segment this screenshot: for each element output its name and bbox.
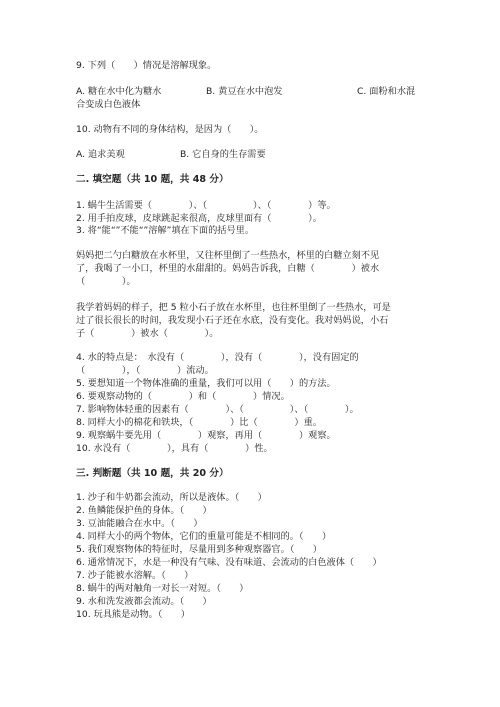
fill-line: （ ）。 [76,276,136,287]
section-2-title: 二. 填空题（共 10 题，共 48 分） [76,174,229,185]
fill-line: 子（ ）被水（ ）。 [76,328,219,339]
fill-line: 过了很长很长的时间，我发现小石子还在水底，没有变化。我对妈妈说，小石 [76,315,389,326]
fill-line: 5. 要想知道一个物体准确的重量，我们可以用（ ）的方法。 [76,378,336,389]
fill-line: （ ），（ ）流动。 [76,365,214,376]
judge-line: 7. 沙子能被水溶解。（ ） [76,570,194,581]
q10-option-b: B. 它自身的生存需要 [180,149,266,160]
fill-line: 4. 水的特点是： 水没有（ ），没有（ ），没有固定的 [76,352,359,363]
fill-line: 9. 观察蜗牛要先用（ ）观察，再用（ ）观察。 [76,430,336,441]
fill-line: 我学着妈妈的样子，把 5 粒小石子放在水杯里，也往杯里倒了一些热水，可是 [76,302,391,313]
q10-stem: 10. 动物有不同的身体结构，是因为（ ）。 [76,124,264,135]
judge-line: 1. 沙子和牛奶都会流动，所以是液体。（ ） [76,492,267,503]
section-3-title: 三. 判断题（共 10 题，共 20 分） [76,468,229,479]
fill-line: 2. 用手拍皮球，皮球跳起来很高，皮球里面有（ ）。 [76,213,322,224]
q9-option-b: B. 黄豆在水中泡发 [206,86,283,97]
fill-line: 1. 蜗牛生活需要（ ）、（ ）、（ ）等。 [76,200,336,211]
judge-line: 2. 鱼鳞能保护鱼的身体。（ ） [76,505,212,516]
judge-line: 6. 通常情况下，水是一种没有气味、没有味道、会流动的白色液体（ ） [76,557,382,568]
fill-line: 7. 影响物体轻重的因素有（ ）、（ ）、（ ）。 [76,404,359,415]
judge-line: 3. 豆油能融合在水中。（ ） [76,518,203,529]
judge-line: 9. 水和洗发液都会流动。（ ） [76,596,212,607]
q10-option-a: A. 追求美观 [76,149,125,160]
judge-line: 4. 同样大小的两个物体，它们的重量可能是不相同的。（ ） [76,531,332,542]
judge-line: 10. 玩具熊是动物。（ ） [76,609,190,620]
fill-line: 6. 要观察动物的（ ）和（ ）情况。 [76,391,290,402]
fill-line: 10. 水没有（ ），具有（ ）性。 [76,443,273,454]
fill-line: 妈妈把二勺白糖放在水杯里，又往杯里倒了一些热水，杯里的白糖立刻不见 [76,250,380,261]
judge-line: 5. 我们观察物体的特征时，尽量用到多种观察器官。（ ） [76,544,322,555]
fill-line: 8. 同样大小的棉花和铁块，（ ）比（ ）重。 [76,417,322,428]
judge-line: 8. 蜗牛的两对触角一对长一对短。（ ） [76,583,249,594]
q9-stem: 9. 下列（ ）情况是溶解现象。 [76,60,217,71]
q9-option-c: C. 面粉和水混 [357,86,416,97]
fill-line: 了，我喝了一小口，杯里的水甜甜的。妈妈告诉我，白糖（ ）被水 [76,263,380,274]
fill-line: 3. 将“能“”不能“”溶解”填在下面的括号里。 [76,225,255,236]
q9-option-c-continued: 合变成白色液体 [76,99,141,110]
q9-option-a: A. 糖在水中化为糖水 [76,86,162,97]
